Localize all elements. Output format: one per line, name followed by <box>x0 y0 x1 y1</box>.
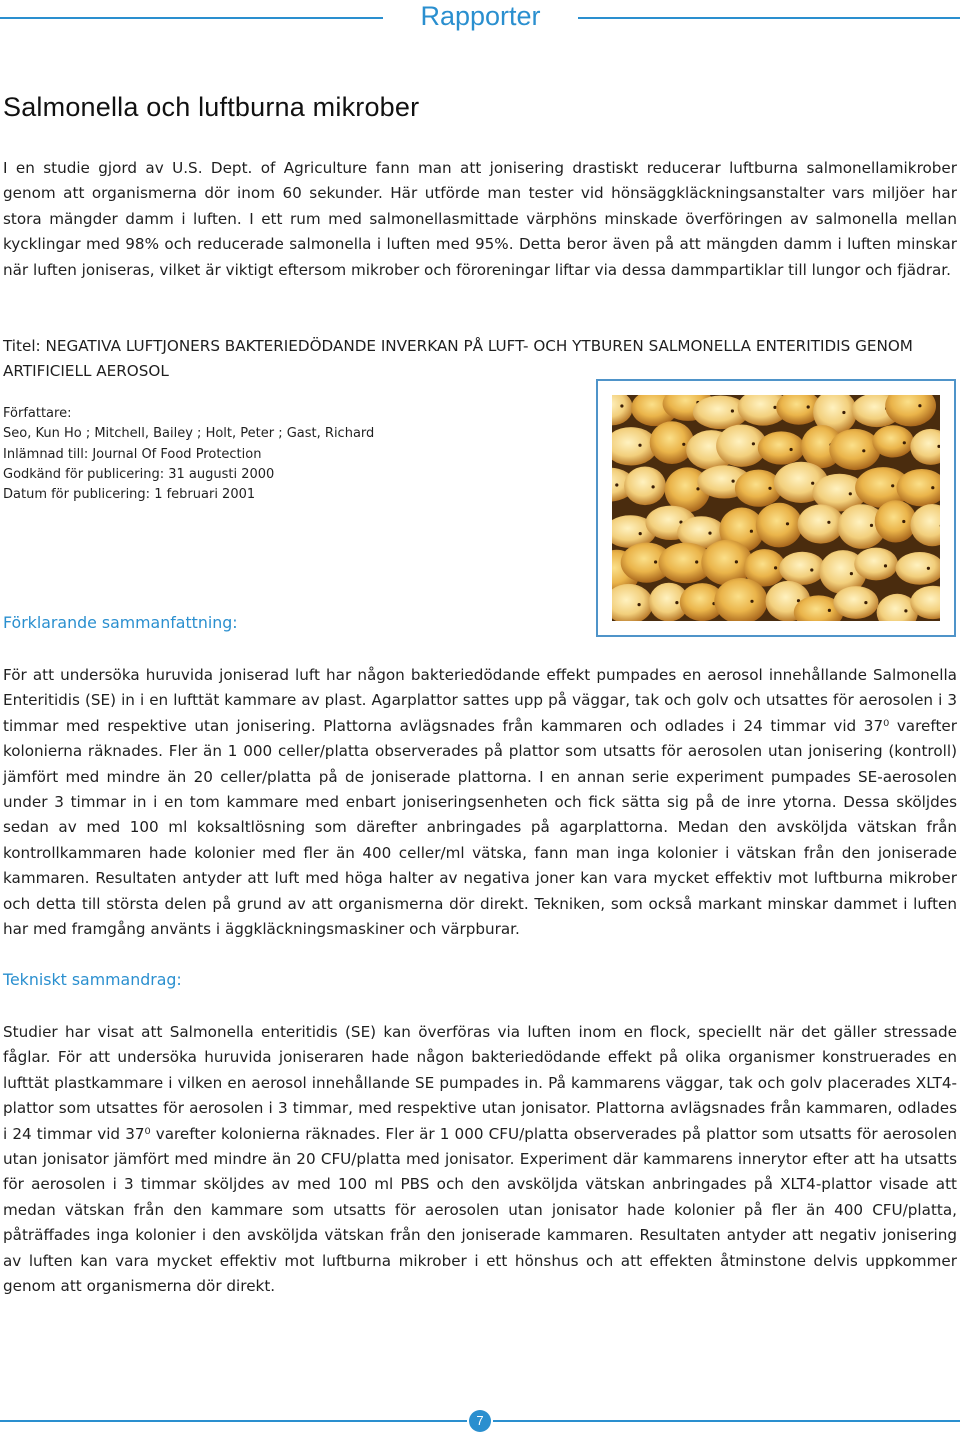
photo-frame <box>596 379 956 637</box>
intro-paragraph: I en studie gjord av U.S. Dept. of Agriculture fann man att jonisering drastiskt reducerar luftburna salmonellamikrober genom att organismerna dör inom 60 sekunder. Här utförde man tester vid hönsäggkläckningsanstalter vars miljöer har stora mängder damm i luften. I ett rum med salmonellasmittade värphöns minskade överföringen av salmonella mellan kycklingar med 98% och reducerade salmonella i luften med 95%. Detta beror även på att mängden damm i luften minskar när luften joniseras, vilket är viktigt eftersom mikrober och föroreningar liftar via dessa dammpartiklar till lungor och fjädrar. <box>3 159 957 279</box>
footer-rule-left <box>0 1420 467 1422</box>
published-date: Datum för publicering: 1 februari 2001 <box>3 487 256 503</box>
footer-rule-right <box>493 1420 960 1422</box>
reference-meta <box>3 404 583 505</box>
page-number: 7 <box>469 1410 491 1432</box>
page-footer <box>0 1410 960 1432</box>
authors: Seo, Kun Ho ; Mitchell, Bailey ; Holt, Peter ; Gast, Richard <box>3 426 375 442</box>
technical-paragraph: Studier har visat att Salmonella enteritidis (SE) kan överföras via luften inom en flock, speciellt när det gäller stressade fåglar. För att undersöka huruvida joniseraren hade någon bakteriedödande effekt på olika organismer konstruerades en lufttät plastkammare i vilken en aerosol innehållande SE pumpades in. På kammarens väggar, tak och golv placerades XLT4-plattor som utsattes för aerosolen i 3 timmar, med respektive utan jonisator. Plattorna avlägsnades från kammaren, odlades i 24 timmar vid 37⁰ varefter kolonierna räknades. Fler är 1 000 CFU/platta observerades på plattor som utsatts för aerosolen utan jonisator jämfört med mindre än 20 CFU/platta med jonisator. Experiment där kammarens innerytor efter att ha utsatts för aerosolen i 3 timmar sköljdes av med 100 ml PBS och den avsköljda vätskan anbringades på XLT4-plattor visade att medan vätskan från den kammare som utsatts för aerosolen utan jonisator hade kolonier på fler än 400 CFU/platta, påträffades inga kolonier i den avsköljda vätskan från den joniserade kammaren. Resultaten antyder att negativ jonisering av luften kan vara mycket effektiv mot luftburna mikrober i ett hönshus och att effekten åtminstone delvis uppkommer genom att organismerna dör direkt. <box>3 1023 957 1296</box>
technical-heading: Tekniskt sammandrag: <box>3 970 182 989</box>
header-rule-left <box>0 17 383 19</box>
submitted-to: Inlämnad till: Journal Of Food Protection <box>3 446 262 462</box>
article-title: Salmonella och luftburna mikrober <box>3 92 420 122</box>
page-header <box>0 0 960 40</box>
approved-date: Godkänd för publicering: 31 augusti 2000 <box>3 466 275 482</box>
summary-heading: Förklarande sammanfattning: <box>3 613 238 632</box>
reference-title: Titel: NEGATIVA LUFTJONERS BAKTERIEDÖDANDE INVERKAN PÅ LUFT- OCH YTBUREN SALMONELLA ENTERITIDIS GENOM ARTIFICIELL AEROSOL <box>3 337 913 381</box>
section-title: Rapporter <box>420 1 541 31</box>
authors-label: Författare: <box>3 406 72 421</box>
summary-paragraph: För att undersöka huruvida joniserad luft har någon bakteriedödande effekt pumpades en aerosol innehållande Salmonella Enteritidis (SE) in i en lufttät kammare av plast. Agarplattor sattes upp på väggar, tak och golv och utsattes för aerosolen i 3 timmar med respektive utan jonisering. Plattorna avlägsnades från kammaren och odlades i 24 timmar vid 37⁰ varefter kolonierna räknades. Fler än 1 000 celler/platta observerades på plattor som utsatts för aerosolen utan jonisering (kontroll) jämfört med mindre än 20 celler/platta på de joniserade plattorna. I en annan serie experiment pumpades SE-aerosolen under 3 timmar in i en tom kammare med enbart joniseringsenheten och fick sätta sig på de inre ytorna. Dessa sköljdes sedan av med 100 ml koksaltlösning som därefter anbringades på agarplattorna. Medan den avsköljda vätskan från kontrollkammaren hade kolonier med fler än 400 celler/ml vätska, fann man inga kolonier i vätskan från den joniserade kammaren. Resultaten antyder att luft med höga halter av negativa joner kan vara mycket effektiv mot luftburna mikrober och detta till största delen på grund av att organismerna dör direkt. Tekniken, som också markant minskar dammet i luften har med framgång använts i äggkläckningsmaskiner och värpburar. <box>3 666 957 939</box>
chicks-photo <box>612 395 940 621</box>
header-rule-right <box>578 17 960 19</box>
